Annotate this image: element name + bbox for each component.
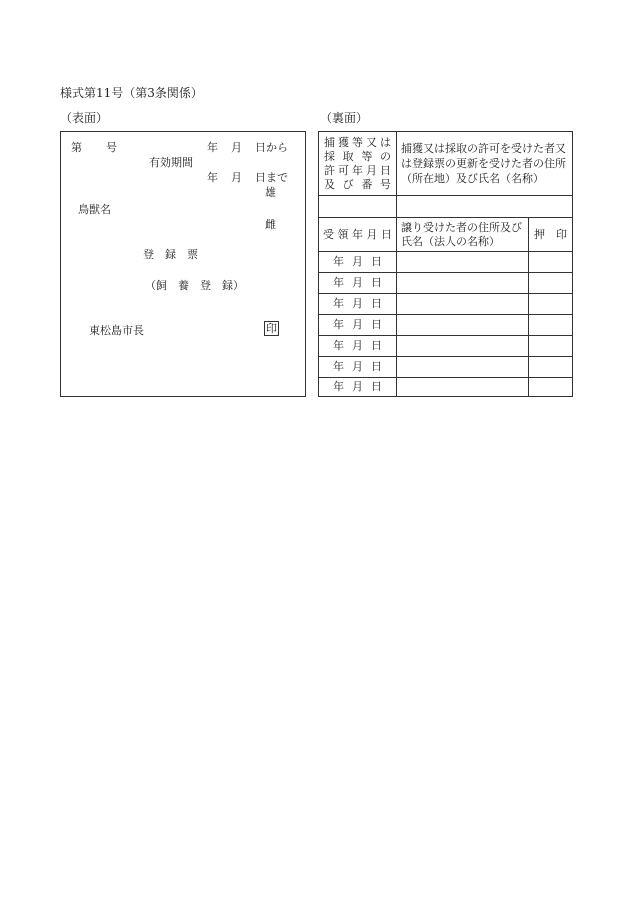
front-card: [60, 131, 306, 397]
form-title: 様式第11号（第3条関係）: [60, 86, 203, 100]
table-row: [319, 252, 573, 273]
table-row: [319, 357, 573, 378]
year-label: 年: [333, 276, 344, 289]
female-label: 雌: [265, 218, 276, 231]
header-line: 許可年月日: [324, 163, 391, 177]
transferee-cell: [397, 252, 529, 273]
back-table: [318, 131, 573, 397]
year-label: 年: [333, 360, 344, 373]
table-row: [319, 378, 573, 397]
transferee-cell: [397, 378, 529, 397]
permit-holder-header: 捕獲又は採取の許可を受けた者又は登録票の更新を受けた者の住所（所在地）及び氏名（名称）: [397, 132, 573, 196]
receipt-date-cell: [319, 315, 397, 336]
seal-mark: 印: [266, 322, 277, 335]
day-label: 日: [371, 297, 382, 310]
receipt-date-header: 受領年月日: [319, 218, 397, 252]
species-label: 鳥獣名: [78, 203, 111, 216]
table-row: [319, 315, 573, 336]
permit-date-cell: [319, 196, 397, 218]
receipt-date-cell: [319, 336, 397, 357]
number-prefix: 第: [71, 141, 82, 154]
receipt-date-cell: [319, 294, 397, 315]
registration-title: 登 録 票: [143, 248, 198, 261]
to-day: 日まで: [255, 171, 288, 184]
seal-header: 押 印: [529, 218, 573, 252]
receipt-date-cell: [319, 357, 397, 378]
to-year: 年: [207, 171, 218, 184]
year-label: 年: [333, 297, 344, 310]
from-year: 年: [207, 141, 218, 154]
permit-date-header: [319, 132, 397, 196]
seal-cell: [529, 294, 573, 315]
month-label: 月: [352, 380, 363, 393]
seal-cell: [529, 273, 573, 294]
year-label: 年: [333, 255, 344, 268]
permit-holder-cell: [397, 196, 573, 218]
front-label: （表面）: [60, 111, 109, 125]
from-day: 日から: [255, 141, 288, 154]
seal-cell: [529, 357, 573, 378]
header-line: 及び番号: [324, 177, 391, 191]
day-label: 日: [371, 339, 382, 352]
number-suffix: 号: [106, 141, 117, 154]
header-line: 採取等の: [324, 149, 391, 163]
day-label: 日: [371, 318, 382, 331]
day-label: 日: [371, 380, 382, 393]
mayor-label: 東松島市長: [89, 324, 144, 337]
month-label: 月: [352, 276, 363, 289]
table-row: [319, 218, 573, 252]
table-row: [319, 132, 573, 196]
transferee-cell: [397, 336, 529, 357]
transferee-cell: [397, 357, 529, 378]
receipt-date-cell: [319, 273, 397, 294]
day-label: 日: [371, 276, 382, 289]
day-label: 日: [371, 255, 382, 268]
day-label: 日: [371, 360, 382, 373]
seal-cell: [529, 252, 573, 273]
to-month: 月: [231, 171, 242, 184]
month-label: 月: [352, 255, 363, 268]
month-label: 月: [352, 318, 363, 331]
table-row: [319, 336, 573, 357]
month-label: 月: [352, 360, 363, 373]
table-row: [319, 273, 573, 294]
month-label: 月: [352, 297, 363, 310]
transferee-cell: [397, 315, 529, 336]
male-label: 雄: [265, 186, 276, 199]
seal-cell: [529, 315, 573, 336]
year-label: 年: [333, 339, 344, 352]
transferee-cell: [397, 273, 529, 294]
table-row: [319, 196, 573, 218]
transferee-header: 譲り受けた者の住所及び氏名（法人の名称）: [397, 218, 529, 252]
breeding-title: （飼 養 登 録）: [145, 279, 244, 292]
month-label: 月: [352, 339, 363, 352]
validity-label: 有効期間: [149, 156, 193, 169]
year-label: 年: [333, 380, 344, 393]
seal-cell: [529, 336, 573, 357]
table-row: [319, 294, 573, 315]
year-label: 年: [333, 318, 344, 331]
receipt-date-cell: [319, 378, 397, 397]
header-line: 捕獲等又は: [324, 135, 391, 149]
receipt-date-cell: [319, 252, 397, 273]
back-label: （裏面）: [320, 111, 369, 125]
seal-cell: [529, 378, 573, 397]
from-month: 月: [231, 141, 242, 154]
transferee-cell: [397, 294, 529, 315]
